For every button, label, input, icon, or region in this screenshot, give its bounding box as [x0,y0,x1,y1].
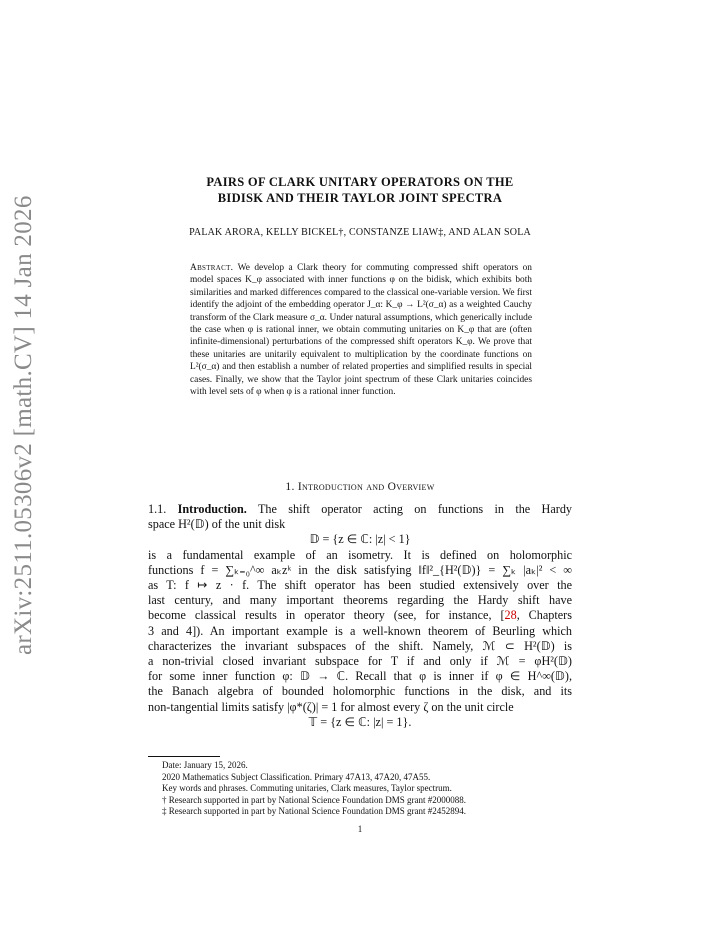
body-line: as T: f ↦ z · f. The shift operator has been studied extensively over the [148,578,572,593]
footnote-msc: 2020 Mathematics Subject Classification. Primary 47A13, 47A20, 47A55. [162,771,431,782]
body-line: is a fundamental example of an isometry. It is defined on holomorphic [148,547,572,562]
body-line: 3 and 4]). An important example is a well-known theorem of Beurling which [148,623,572,638]
footnotes [162,760,572,818]
paper-title [148,174,572,206]
body-line: functions f = ∑ₖ₌₀^∞ aₖzᵏ in the disk satisfying ‖f‖²_{H²(𝔻)} = ∑ₖ |aₖ|² < ∞ [148,562,572,577]
footnote-date: Date: January 15, 2026. [162,760,248,770]
display-equation-disk: 𝔻 = {z ∈ ℂ: |z| < 1} [309,532,411,547]
body-line: for some inner function φ: 𝔻 → ℂ. Recall that φ is inner if φ ∈ H^∞(𝔻), [148,669,572,684]
arxiv-identifier-stamp: arXiv:2511.05306v2 [math.CV] 14 Jan 2026 [10,195,37,655]
subsection-number: 1.1. [148,502,167,516]
body-line: characterizes the invariant subspaces of the shift. Namely, ℳ ⊂ H²(𝔻) is [148,638,572,653]
body-line: the Banach algebra of bounded holomorphic functions in the disk, and its [148,684,572,699]
body-line: non-tangential limits satisfy |φ*(ζ)| = 1 for almost every ζ on the unit circle [148,699,514,714]
body-line [148,502,572,517]
footnote-rule [148,756,220,757]
body-line: space H²(𝔻) of the unit disk [148,517,286,532]
body-line: a non-trivial closed invariant subspace for T if and only if ℳ = φH²(𝔻) [148,654,572,669]
body-line-text: , Chapters [516,608,572,623]
author-list: PALAK ARORA, KELLY BICKEL†, CONSTANZE LIAW‡, AND ALAN SOLA [189,227,531,238]
footnote-grant-2: ‡ Research supported in part by National Science Foundation DMS grant #2452894. [162,806,466,817]
abstract [190,262,532,398]
abstract-label: Abstract. [190,263,234,273]
body-text [148,502,572,730]
display-equation-circle: 𝕋 = {z ∈ ℂ: |z| = 1}. [308,714,412,729]
body-line [148,608,572,623]
title-line-2: BIDISK AND THEIR TAYLOR JOINT SPECTRA [217,191,503,205]
abstract-text: We develop a Clark theory for commuting compressed shift operators on model spaces K_φ associated with inner functions φ on the bidisk, which exhibits both similarities and marked differences compared to the classical one-variable version. We first identify the adjoint of the embedding operator J_α: K_φ → L²(σ_α) as a weighted Cauchy transform of the Clark measure σ_α. Under natural assumptions, which generically include the case when φ is rational inner, we obtain commuting unitaries on K_φ that are (often infinite-dimensional) perturbations of the compressed shift operators K_φ. We prove that these unitaries are unitarily equivalent to multiplication by the coordinate functions on L²(σ_α) and then establish a number of related properties and simplified results in special cases. Finally, we show that the Taylor joint spectrum of these Clark unitaries coincides with level sets of φ when φ is a rational inner function. [190,263,532,398]
body-line-text: The shift operator acting on functions in the Hardy [257,502,573,516]
section-heading: 1. Introduction and Overview [285,481,435,493]
title-line-1: PAIRS OF CLARK UNITARY OPERATORS ON THE [206,175,514,189]
page-number: 1 [357,824,363,834]
subsection-title: Introduction. [177,502,247,516]
citation-link[interactable]: 28 [504,608,517,623]
body-line-text: become classical results in operator theory (see, for instance, [ [148,608,505,623]
body-line: last century, and many important theorems regarding the Hardy shift have [148,593,572,608]
footnote-keywords: Key words and phrases. Commuting unitaries, Clark measures, Taylor spectrum. [162,783,452,794]
footnote-grant-1: † Research supported in part by National Science Foundation DMS grant #2000088. [162,794,466,805]
